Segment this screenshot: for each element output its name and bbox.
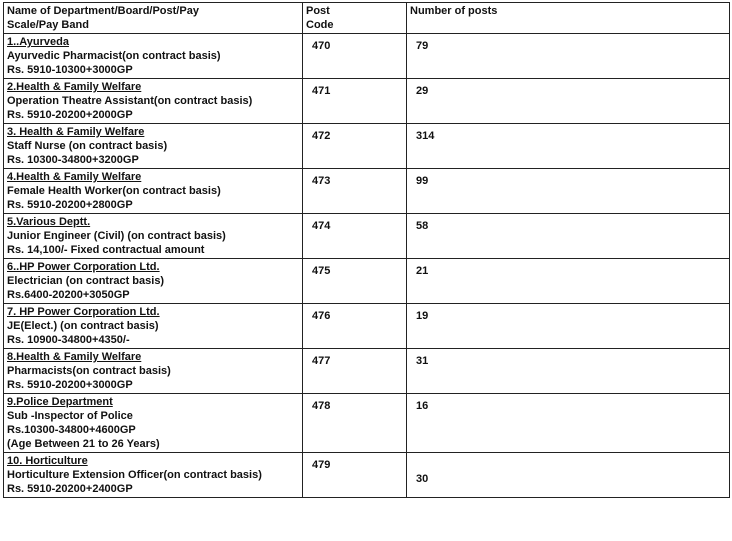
department-name: 4.Health & Family Welfare (7, 171, 142, 183)
post-code: 478 (312, 400, 331, 412)
post-details-cell (4, 304, 303, 349)
post-name: Electrician (on contract basis) (7, 275, 165, 287)
table-row (4, 394, 730, 453)
post-name: Ayurvedic Pharmacist(on contract basis) (7, 50, 221, 62)
post-details-cell (4, 79, 303, 124)
number-of-posts: 79 (416, 40, 429, 52)
post-code: 474 (312, 220, 331, 232)
post-code: 476 (312, 310, 331, 322)
post-details-cell (4, 34, 303, 79)
table-row (4, 34, 730, 79)
post-details-cell (4, 124, 303, 169)
pay-scale: Rs. 5910-20200+3000GP (7, 379, 133, 391)
pay-scale: Rs. 5910-20200+2000GP (7, 109, 133, 121)
department-name: 10. Horticulture (7, 455, 88, 467)
number-of-posts-cell (407, 169, 730, 214)
table-row (4, 79, 730, 124)
post-code: 471 (312, 85, 331, 97)
department-name: 8.Health & Family Welfare (7, 351, 142, 363)
pay-scale: Rs. 5910-20200+2800GP (7, 199, 133, 211)
post-code-cell (303, 394, 407, 453)
number-of-posts-cell (407, 34, 730, 79)
number-of-posts: 19 (416, 310, 429, 322)
number-of-posts-cell (407, 124, 730, 169)
post-name: JE(Elect.) (on contract basis) (7, 320, 159, 332)
number-of-posts-cell (407, 349, 730, 394)
post-code: 477 (312, 355, 331, 367)
number-of-posts: 16 (416, 400, 429, 412)
header-post-code: Post Code (303, 3, 407, 34)
number-of-posts: 30 (416, 473, 429, 485)
department-name: 7. HP Power Corporation Ltd. (7, 306, 160, 318)
post-code-cell (303, 34, 407, 79)
pay-scale: Rs.6400-20200+3050GP (7, 289, 130, 301)
number-of-posts-cell (407, 453, 730, 498)
pay-scale: Rs. 10900-34800+4350/- (7, 334, 130, 346)
number-of-posts-cell (407, 394, 730, 453)
post-name: Junior Engineer (Civil) (on contract basis) (7, 230, 226, 242)
post-code-cell (303, 214, 407, 259)
table-row (4, 453, 730, 498)
number-of-posts-cell (407, 259, 730, 304)
pay-scale: Rs. 5910-10300+3000GP (7, 64, 133, 76)
number-of-posts-cell (407, 214, 730, 259)
table-row (4, 124, 730, 169)
post-code: 475 (312, 265, 331, 277)
pay-scale: Rs.10300-34800+4600GP (7, 424, 136, 436)
table-row (4, 214, 730, 259)
number-of-posts: 29 (416, 85, 429, 97)
post-code: 470 (312, 40, 331, 52)
number-of-posts-cell (407, 79, 730, 124)
post-code-cell (303, 169, 407, 214)
pay-scale: Rs. 5910-20200+2400GP (7, 483, 133, 495)
post-code-cell (303, 304, 407, 349)
post-code-cell (303, 259, 407, 304)
department-name: 2.Health & Family Welfare (7, 81, 142, 93)
posts-table (3, 2, 730, 498)
post-name: Staff Nurse (on contract basis) (7, 140, 168, 152)
table-row (4, 349, 730, 394)
post-details-cell (4, 394, 303, 453)
department-name: 9.Police Department (7, 396, 113, 408)
post-code: 473 (312, 175, 331, 187)
header-row (4, 3, 730, 34)
pay-scale: Rs. 10300-34800+3200GP (7, 154, 139, 166)
post-details-cell (4, 259, 303, 304)
number-of-posts: 31 (416, 355, 429, 367)
post-code-cell (303, 124, 407, 169)
post-code: 472 (312, 130, 331, 142)
post-details-cell (4, 169, 303, 214)
department-name: 5.Various Deptt. (7, 216, 91, 228)
post-code-cell (303, 79, 407, 124)
post-details-cell (4, 214, 303, 259)
post-name: Female Health Worker(on contract basis) (7, 185, 221, 197)
age-note: (Age Between 21 to 26 Years) (7, 438, 160, 450)
table-row (4, 259, 730, 304)
header-number-of-posts: Number of posts (407, 3, 730, 34)
number-of-posts: 21 (416, 265, 429, 277)
table-row (4, 304, 730, 349)
post-code-cell (303, 349, 407, 394)
table-row (4, 169, 730, 214)
number-of-posts: 314 (416, 130, 435, 142)
department-name: 3. Health & Family Welfare (7, 126, 145, 138)
post-code: 479 (312, 459, 331, 471)
post-name: Horticulture Extension Officer(on contract basis) (7, 469, 262, 481)
header-name: Name of Department/Board/Post/Pay Scale/Pay Band (4, 3, 303, 34)
number-of-posts: 99 (416, 175, 429, 187)
number-of-posts: 58 (416, 220, 429, 232)
pay-scale: Rs. 14,100/- Fixed contractual amount (7, 244, 205, 256)
department-name: 1..Ayurveda (7, 36, 69, 48)
department-name: 6..HP Power Corporation Ltd. (7, 261, 160, 273)
post-code-cell (303, 453, 407, 498)
post-name: Sub -Inspector of Police (7, 410, 133, 422)
number-of-posts-cell (407, 304, 730, 349)
post-name: Operation Theatre Assistant(on contract basis) (7, 95, 253, 107)
post-details-cell (4, 453, 303, 498)
post-name: Pharmacists(on contract basis) (7, 365, 171, 377)
post-details-cell (4, 349, 303, 394)
